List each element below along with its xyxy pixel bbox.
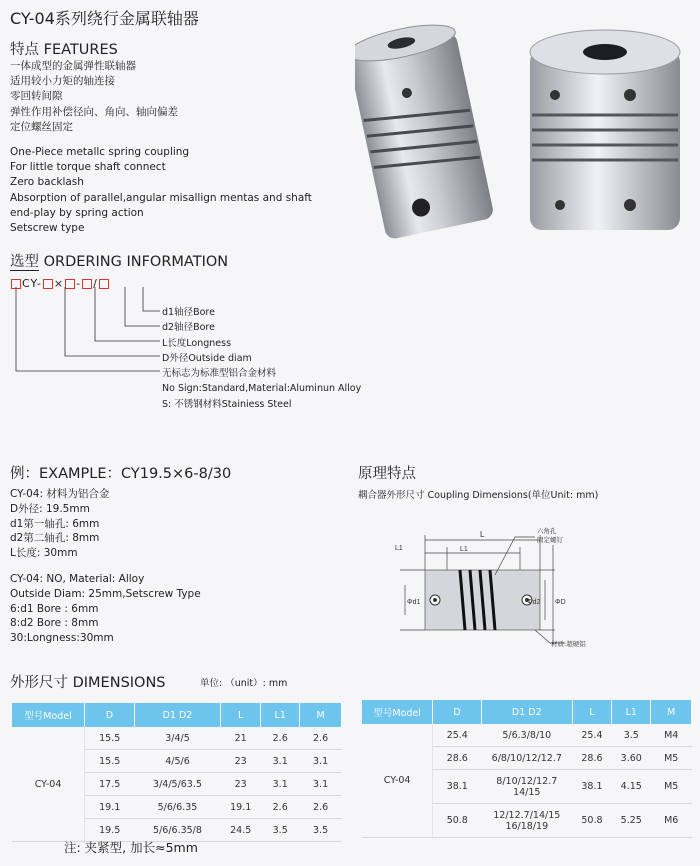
model-cell: CY-04	[12, 727, 85, 842]
cell: M5	[651, 770, 692, 804]
cell: 23	[221, 773, 261, 796]
cell: 12/12.7/14/15 16/18/19	[481, 804, 572, 838]
cell: 28.6	[572, 747, 611, 770]
col-header: M	[300, 703, 342, 727]
feature-cn-item: 适用较小力矩的轴连接	[10, 75, 115, 88]
cell: 3.1	[300, 773, 342, 796]
feature-en-item: Absorption of parallel,angular misallign mentas and shaft	[10, 191, 312, 204]
code-sep: -	[36, 277, 42, 290]
cell: 3/4/5	[134, 727, 220, 750]
ordering-label: d2轴径Bore	[162, 322, 215, 334]
cell: 3.5	[612, 724, 651, 747]
col-header: L	[221, 703, 261, 727]
example-en-item: 8:d2 Bore : 8mm	[10, 617, 99, 630]
cell: 50.8	[433, 804, 481, 838]
col-header: D1 D2	[134, 703, 220, 727]
cell: 21	[221, 727, 261, 750]
coupling-photos	[355, 20, 695, 240]
cell: 2.6	[300, 727, 342, 750]
ordering-label: D外径Outside diam	[162, 352, 252, 364]
cell: 24.5	[221, 819, 261, 842]
dim-label-hex: 六角孔	[537, 527, 557, 535]
cell: 25.4	[433, 724, 481, 747]
cell: 2.6	[300, 796, 342, 819]
ordering-label: No Sign:Standard,Material:Aluminun Alloy	[162, 383, 362, 395]
example-en-item: Outside Diam: 25mm,Setscrew Type	[10, 587, 201, 600]
ordering-label: 无标志为标准型铝合金材料	[162, 368, 277, 380]
dimensions-unit: 单位: （unit）: mm	[200, 678, 288, 689]
col-header: 型号Model	[12, 703, 85, 727]
cell: 17.5	[85, 773, 135, 796]
col-header: D	[85, 703, 135, 727]
col-header: L1	[261, 703, 300, 727]
col-header: D	[433, 700, 481, 724]
cell: M6	[651, 804, 692, 838]
feature-en-item: Setscrew type	[10, 222, 85, 235]
cell: 5/6.3/8/10	[481, 724, 572, 747]
cell: 2.6	[261, 727, 300, 750]
cell: 15.5	[85, 727, 135, 750]
feature-cn-item: 一体成型的金属弹性联轴器	[10, 60, 136, 72]
feature-cn-item: 弹性作用补偿径向、角向、轴向偏差	[10, 105, 178, 118]
example-en-item: CY-04: NO, Material: Alloy	[10, 573, 145, 585]
small-coupling-photo	[355, 20, 495, 240]
feature-en-item: Zero backlash	[10, 176, 84, 189]
cell: 25.4	[572, 724, 611, 747]
principle-subtitle: 耦合器外形尺寸 Coupling Dimensions(单位Unit: mm)	[358, 490, 599, 501]
page-title: CY-04系列绕行金属联轴器	[10, 9, 199, 28]
dim-label-d1: Φd1	[407, 599, 421, 606]
dimensions-table-right	[362, 700, 692, 838]
ordering-heading-cn: 选型	[10, 254, 39, 270]
principle-heading: 原理特点	[358, 466, 416, 482]
cell: 3/4/5/63.5	[134, 773, 220, 796]
code-prefix: CY	[22, 277, 37, 290]
col-header: 型号Model	[362, 700, 433, 724]
example-cn-list	[10, 487, 109, 561]
example-cn-item: d1第一轴孔: 6mm	[10, 517, 100, 530]
dim-label-L1: L1	[460, 546, 468, 553]
cell: 38.1	[572, 770, 611, 804]
dim-label-L: L	[480, 530, 485, 539]
code-sep: -	[76, 277, 82, 290]
feature-cn-item: 定位螺丝固定	[10, 120, 73, 133]
dimensions-heading: 外形尺寸 DIMENSIONS	[10, 675, 166, 691]
col-header: D1 D2	[481, 700, 572, 724]
example-en-list	[10, 572, 201, 646]
features-cn-list	[10, 59, 178, 135]
cell: 4.15	[612, 770, 651, 804]
cell: 8/10/12/12.7 14/15	[481, 770, 572, 804]
coupling-dimension-drawing	[385, 525, 615, 655]
cell: 19.1	[85, 796, 135, 819]
col-header: L	[572, 700, 611, 724]
cell: 3.60	[612, 747, 651, 770]
cell: 23	[221, 750, 261, 773]
cell: M5	[651, 747, 692, 770]
features-heading: 特点 FEATURES	[10, 42, 118, 58]
features-en-list	[10, 145, 312, 236]
ordering-label: S: 不锈钢材料Stainiess Steel	[162, 398, 292, 410]
feature-cn-item: 零回转间隙	[10, 90, 63, 103]
example-cn-item: d2第二轴孔: 8mm	[10, 532, 100, 545]
cell: 50.8	[572, 804, 611, 838]
cell: 19.5	[85, 819, 135, 842]
col-header: L1	[612, 700, 651, 724]
cell: 6/8/10/12/12.7	[481, 747, 572, 770]
cell: 38.1	[433, 770, 481, 804]
footnote: 注: 夹紧型, 加长≈5mm	[64, 840, 198, 855]
table-row	[362, 724, 692, 747]
cell: 3.1	[261, 773, 300, 796]
dimensions-table-left	[12, 703, 342, 842]
cell: 5.25	[612, 804, 651, 838]
cell: 3.5	[261, 819, 300, 842]
dim-label-d2: Φd2	[527, 599, 541, 606]
ordering-label: L长度Longness	[162, 337, 232, 349]
cell: 3.1	[300, 750, 342, 773]
large-coupling-photo	[530, 30, 680, 230]
code-slash: /	[93, 277, 98, 290]
example-cn-item: CY-04: 材料为铝合金	[10, 488, 110, 500]
feature-en-item: One-Piece metallc spring coupling	[10, 146, 190, 158]
dim-label-L1: L1	[395, 545, 403, 552]
example-en-item: 6:d1 Bore : 6mm	[10, 602, 99, 615]
cell: M4	[651, 724, 692, 747]
cell: 4/5/6	[134, 750, 220, 773]
code-times: ×	[53, 277, 65, 290]
cell: 5/6/6.35/8	[134, 819, 220, 842]
dim-label-D: ΦD	[555, 599, 566, 606]
cell: 19.1	[221, 796, 261, 819]
dim-label-material: 材质:超硬铝	[551, 640, 586, 648]
ordering-leader-lines	[10, 285, 170, 380]
model-cell: CY-04	[362, 724, 433, 838]
example-cn-item: D外径: 19.5mm	[10, 502, 90, 515]
cell: 5/6/6.35	[134, 796, 220, 819]
feature-en-item: end-play by spring action	[10, 206, 144, 219]
example-cn-item: L长度: 30mm	[10, 547, 78, 560]
cell: 15.5	[85, 750, 135, 773]
col-header: M	[651, 700, 692, 724]
cell: 3.1	[261, 750, 300, 773]
feature-en-item: For little torque shaft connect	[10, 161, 166, 174]
ordering-label: d1轴径Bore	[162, 307, 215, 318]
cell: 3.5	[300, 819, 342, 842]
example-en-item: 30:Longness:30mm	[10, 632, 114, 645]
cell: 28.6	[433, 747, 481, 770]
example-heading: 例：EXAMPLE：CY19.5×6-8/30	[10, 466, 232, 482]
cell: 2.6	[261, 796, 300, 819]
dim-label-fix: 固定螺钉	[537, 536, 563, 544]
ordering-labels	[162, 305, 361, 412]
ordering-heading	[10, 250, 228, 271]
ordering-heading-en: ORDERING INFORMATION	[39, 254, 229, 270]
table-row	[12, 727, 342, 750]
